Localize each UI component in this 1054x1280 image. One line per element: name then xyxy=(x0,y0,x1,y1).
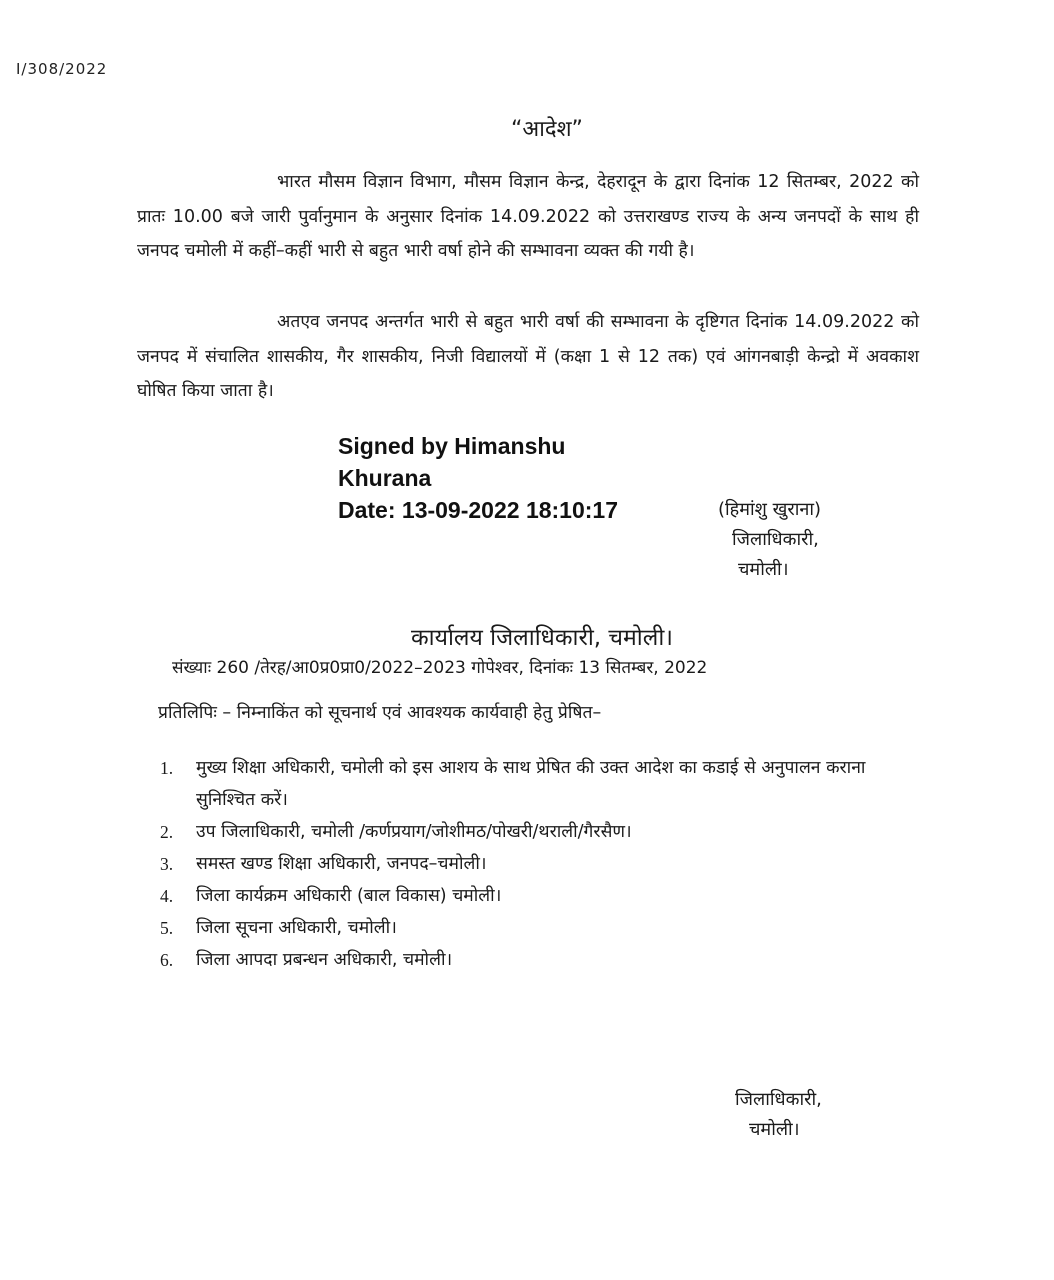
recipient-text: मुख्य शिक्षा अधिकारी, चमोली को इस आशय के साथ प्रेषित की उक्त आदेश का कडाई से अनुपालन कराना सुनिश्चित करें। xyxy=(196,758,866,810)
recipient-text: समस्त खण्ड शिक्षा अधिकारी, जनपद–चमोली। xyxy=(196,854,487,874)
signature-line-date: Date: 13-09-2022 18:10:17 xyxy=(338,497,619,523)
dispatch-number-line: संख्याः 260 /तेरह/आ0प्र0प्रा0/2022–2023 गोपेश्वर, दिनांकः 13 सितम्बर, 2022 xyxy=(172,658,708,678)
digital-signature-block xyxy=(338,430,618,526)
order-paragraph-forecast: भारत मौसम विज्ञान विभाग, मौसम विज्ञान केन्द्र, देहरादून के द्वारा दिनांक 12 सितम्बर, 2022 को प्रातः 10.00 बजे जारी पुर्वानुमान के अनुसार दिनांक 14.09.2022 को उत्तराखण्ड राज्य के अन्य जनपदों के साथ ही जनपद चमोली में कहीं–कहीं भारी से बहुत भारी वर्षा होने की सम्भावना व्यक्त की गयी है। xyxy=(137,172,919,261)
reference-number: I/308/2022 xyxy=(16,60,108,78)
signatory-designation: जिलाधिकारी, xyxy=(732,529,819,550)
recipient-number: 5. xyxy=(160,918,174,938)
order-title: “आदेश” xyxy=(511,117,583,142)
signature-line-signed-by: Signed by Himanshu xyxy=(338,433,566,459)
recipient-text: जिला कार्यक्रम अधिकारी (बाल विकास) चमोली। xyxy=(196,886,502,906)
footer-designation: जिलाधिकारी, xyxy=(735,1089,822,1110)
recipient-list xyxy=(160,752,880,976)
recipient-item xyxy=(160,944,880,976)
footer-district: चमोली। xyxy=(749,1119,800,1140)
order-paragraph-holiday: अतएव जनपद अन्तर्गत भारी से बहुत भारी वर्षा की सम्भावना के दृष्टिगत दिनांक 14.09.2022 को जनपद में संचालित शासकीय, गैर शासकीय, निजी विद्यालयों में (कक्षा 1 से 12 तक) एवं आंगनबाड़ी केन्द्रो में अवकाश घोषित किया जाता है। xyxy=(137,312,919,401)
recipient-text: जिला सूचना अधिकारी, चमोली। xyxy=(196,918,397,938)
footer-signatory-block xyxy=(735,1085,822,1145)
copy-to-heading: प्रतिलिपिः – निम्नाकिंत को सूचनार्थ एवं आवश्यक कार्यवाही हेतु प्रेषित– xyxy=(158,703,602,723)
recipient-text: उप जिलाधिकारी, चमोली /कर्णप्रयाग/जोशीमठ/पोखरी/थराली/गैरसैण। xyxy=(196,822,632,842)
signatory-block xyxy=(718,495,821,585)
recipient-item xyxy=(160,816,880,848)
recipient-number: 6. xyxy=(160,950,174,970)
signatory-district: चमोली। xyxy=(738,559,789,580)
recipient-item xyxy=(160,912,880,944)
recipient-item xyxy=(160,848,880,880)
office-heading: कार्यालय जिलाधिकारी, चमोली। xyxy=(410,625,674,651)
signatory-name: (हिमांशु खुराना) xyxy=(718,499,822,520)
recipient-number: 1. xyxy=(160,758,174,778)
recipient-text: जिला आपदा प्रबन्धन अधिकारी, चमोली। xyxy=(196,950,453,970)
recipient-number: 2. xyxy=(160,822,174,842)
recipient-number: 3. xyxy=(160,854,174,874)
recipient-item xyxy=(160,752,880,816)
signature-line-name: Khurana xyxy=(338,465,432,491)
recipient-item xyxy=(160,880,880,912)
recipient-number: 4. xyxy=(160,886,174,906)
